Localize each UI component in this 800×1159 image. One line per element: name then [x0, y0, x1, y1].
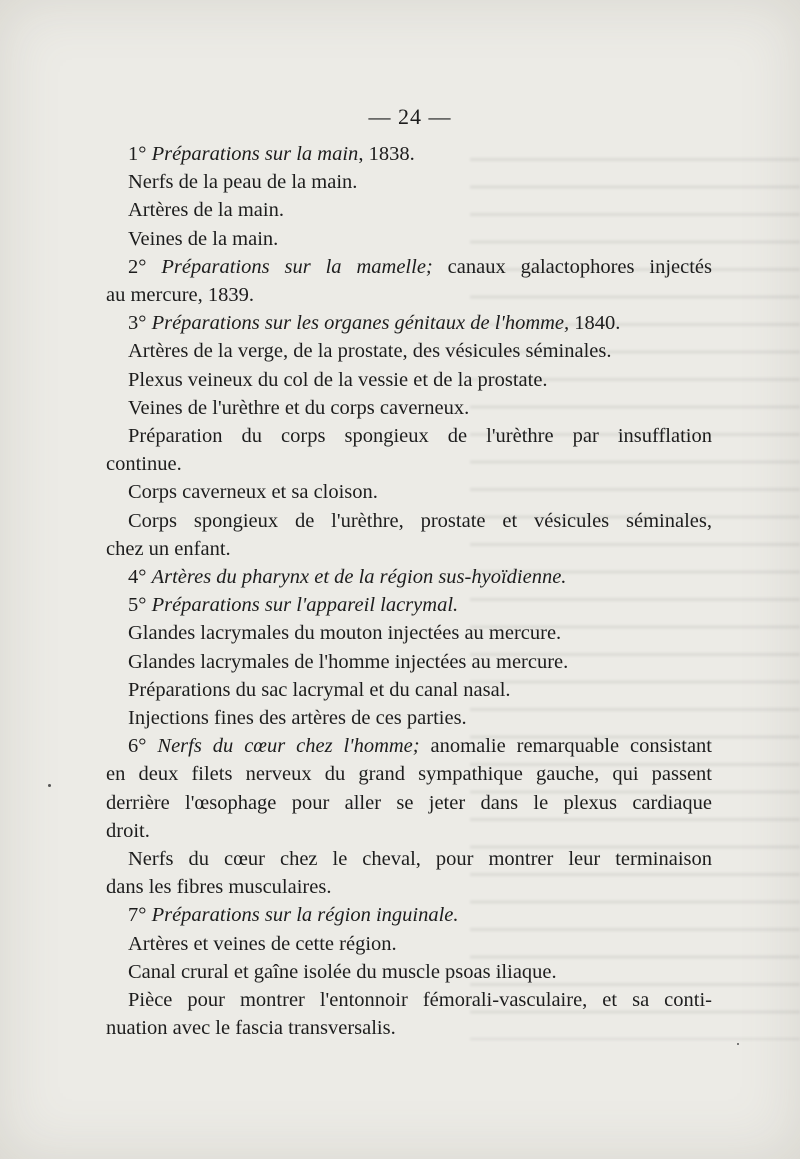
italic-text: Artères du pharynx et de la région sus-hyoïdienne. [151, 566, 567, 589]
text-line [106, 196, 712, 224]
italic-text: Préparations sur la mamelle; [161, 255, 433, 278]
text-line [106, 901, 712, 929]
text-line [106, 930, 712, 958]
text-run: au mercure, 1839. [106, 284, 254, 307]
text-run: Préparation du corps spongieux de l'urèthre par insufflation [128, 425, 712, 448]
text-run: Veines de la main. [128, 227, 279, 250]
text-line [106, 366, 712, 394]
text-run: Pièce pour montrer l'entonnoir fémorali-vasculaire, et sa conti- [128, 989, 712, 1012]
text-run: 1° [128, 143, 152, 165]
text-line [106, 394, 712, 422]
text-run: Corps caverneux et sa cloison. [128, 481, 378, 504]
paper-speck [48, 784, 51, 787]
paper-speck [737, 1043, 739, 1045]
text-line [106, 450, 712, 478]
page-body [106, 140, 712, 1043]
italic-text: Préparations sur la main [151, 143, 359, 165]
text-line [106, 648, 712, 676]
text-line [106, 140, 712, 168]
text-run: Nerfs de la peau de la main. [128, 171, 358, 194]
text-run: continue. [106, 453, 182, 476]
text-line [106, 591, 712, 619]
text-line [106, 168, 712, 196]
text-run: 2° [128, 255, 162, 278]
text-line [106, 704, 712, 732]
text-line [106, 337, 712, 365]
text-line [106, 845, 712, 873]
italic-text: Nerfs du cœur chez l'homme; [157, 735, 420, 758]
text-line [106, 422, 712, 450]
page-number: — 24 — [368, 104, 452, 129]
text-run: dans les fibres musculaires. [106, 876, 332, 899]
text-run: derrière l'œsophage pour aller se jeter dans le plexus cardiaque [106, 791, 712, 814]
text-line [106, 478, 712, 506]
text-line [106, 1014, 712, 1042]
text-line [106, 789, 712, 817]
text-run: Corps spongieux de l'urèthre, prostate et vésicules séminales, [128, 509, 712, 532]
text-run: 5° [128, 594, 152, 617]
text-run: Nerfs du cœur chez le cheval, pour montrer leur terminaison [128, 848, 712, 871]
text-run: 3° [128, 312, 152, 335]
text-run: Plexus veineux du col de la vessie et de la prostate. [128, 368, 548, 391]
text-line [106, 535, 712, 563]
italic-text: Préparations sur la région inguinale. [151, 904, 459, 927]
text-run: anomalie remarquable consistant [419, 735, 712, 758]
text-run: 4° [128, 566, 152, 589]
text-line [106, 253, 712, 281]
text-run: Glandes lacrymales du mouton injectées au mercure. [128, 622, 562, 645]
text-run: chez un enfant. [106, 537, 231, 560]
text-line [106, 619, 712, 647]
text-run: en deux filets nerveux du grand sympathique gauche, qui passent [106, 763, 712, 786]
text-run: nuation avec le fascia transversalis. [106, 1017, 396, 1040]
text-run: Artères de la verge, de la prostate, des vésicules séminales. [128, 340, 612, 363]
text-line [106, 309, 712, 337]
text-run: Artères de la main. [128, 199, 284, 222]
text-line [106, 986, 712, 1014]
text-line [106, 873, 712, 901]
text-run: Veines de l'urèthre et du corps caverneux. [128, 396, 470, 419]
text-run: Artères et veines de cette région. [128, 932, 397, 955]
text-run: Glandes lacrymales de l'homme injectées au mercure. [128, 650, 569, 673]
text-line [106, 817, 712, 845]
text-line [106, 958, 712, 986]
text-line [106, 507, 712, 535]
text-run: droit. [106, 819, 150, 842]
text-run: , 1838. [358, 143, 415, 165]
text-line [106, 676, 712, 704]
text-run: 7° [128, 904, 152, 927]
text-run: Préparations du sac lacrymal et du canal nasal. [128, 678, 511, 701]
text-line [106, 732, 712, 760]
text-line [106, 225, 712, 253]
text-line [106, 760, 712, 788]
text-line [106, 281, 712, 309]
text-run: 6° [128, 735, 158, 758]
text-run: canaux galactophores injectés [432, 255, 713, 278]
text-run: 1840. [569, 312, 621, 335]
italic-text: Préparations sur l'appareil lacrymal. [151, 594, 459, 617]
italic-text: Préparations sur les organes génitaux de l'homme, [151, 312, 570, 335]
text-run: Canal crural et gaîne isolée du muscle psoas iliaque. [128, 960, 557, 983]
text-line [106, 563, 712, 591]
text-run: Injections fines des artères de ces parties. [128, 707, 467, 730]
